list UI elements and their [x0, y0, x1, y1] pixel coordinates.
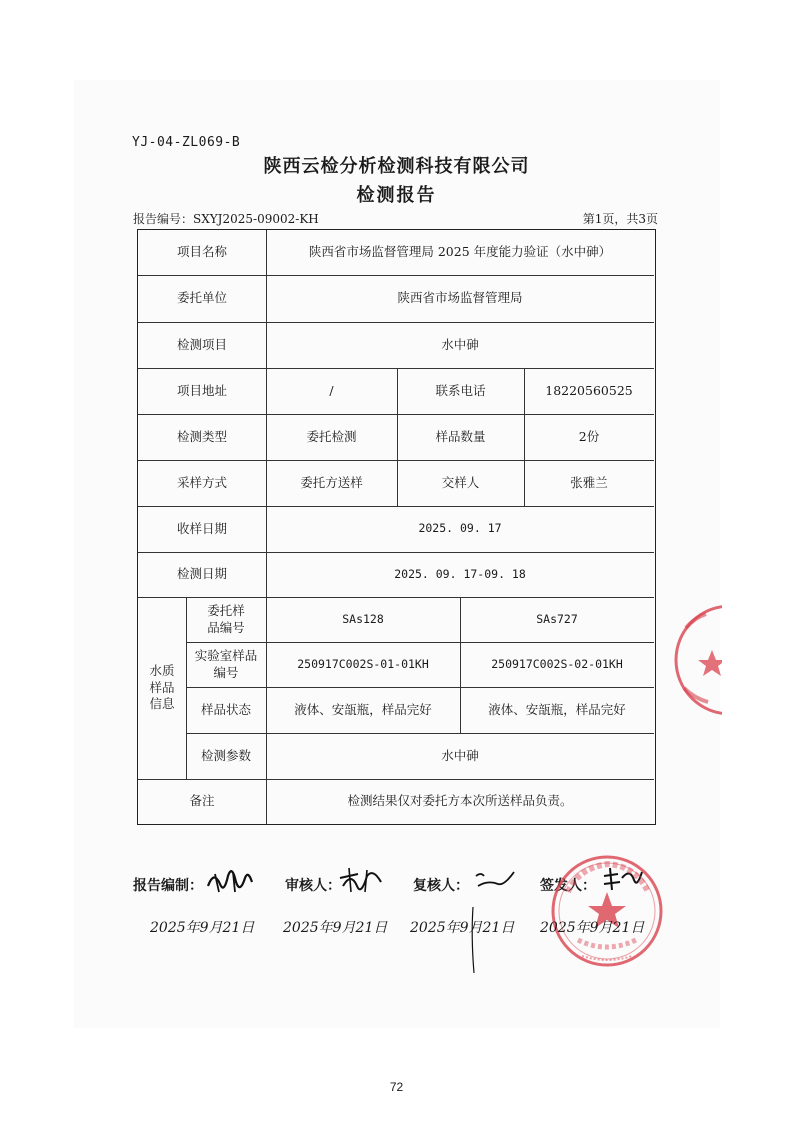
project-name-label: 项目名称 [176, 244, 227, 260]
sender-label: 交样人 [441, 474, 480, 490]
client-sample-no-1: SAs128 [342, 611, 384, 626]
signature-row [0, 875, 793, 897]
client-sample-no-2: SAs727 [536, 611, 578, 626]
test-date-value: 2025. 09. 17-09. 18 [394, 566, 526, 581]
test-param-label: 检测参数 [200, 747, 251, 763]
reviewed-signature [337, 864, 385, 896]
client-label: 委托单位 [176, 290, 227, 306]
test-item-label: 检测项目 [176, 336, 227, 352]
project-name-value: 陕西省市场监督管理局 2025 年度能力验证（水中砷） [308, 244, 612, 260]
company-seal-edge [672, 598, 722, 728]
test-type-value: 委托检测 [306, 428, 357, 444]
company-name: 陕西云检分析检测科技有限公司 [263, 156, 530, 177]
sample-state-label: 样品状态 [200, 701, 251, 717]
sample-state-2: 液体、安瓿瓶，样品完好 [488, 701, 626, 717]
sample-qty-label: 样品数量 [435, 428, 486, 444]
address-value: / [329, 382, 334, 398]
lab-sample-no-1: 250917C002S-01-01KH [297, 656, 429, 671]
report-title: 检测报告 [356, 185, 437, 206]
water-sample-group-label: 水质样品信息 [149, 662, 175, 712]
report-table [137, 229, 656, 825]
address-label: 项目地址 [176, 382, 227, 398]
prepared-date: 2025年9月21日 [150, 920, 255, 936]
test-date-label: 检测日期 [176, 566, 227, 582]
sampling-value: 委托方送样 [300, 474, 363, 490]
page-number: 72 [389, 1080, 404, 1094]
reviewed-by-label: 审核人： [285, 878, 341, 894]
rechecked-by-label: 复核人： [413, 878, 469, 894]
receive-date-value: 2025. 09. 17 [418, 521, 502, 536]
page-info: 第1页，共3页 [582, 212, 658, 226]
sample-state-1: 液体、安瓿瓶，样品完好 [294, 701, 432, 717]
rechecked-date: 2025年9月21日 [410, 920, 515, 936]
client-sample-no-label: 委托样品编号 [207, 602, 245, 635]
document-code: YJ-04-ZL069-B [132, 135, 241, 150]
sender-value: 张雅兰 [570, 474, 608, 490]
rechecked-signature [474, 868, 516, 892]
phone-value: 18220560525 [545, 382, 633, 398]
test-type-label: 检测类型 [176, 428, 227, 444]
inspection-seal [548, 852, 666, 970]
prepared-by-label: 报告编制： [133, 878, 203, 894]
remark-value: 检测结果仅对委托方本次所送样品负责。 [347, 793, 573, 809]
remark-label: 备注 [189, 793, 215, 809]
issued-by-label: 签发人： [540, 878, 596, 894]
test-param-value: 水中砷 [441, 747, 479, 763]
date-stroke [468, 905, 478, 975]
sample-qty-value: 2份 [578, 428, 600, 444]
client-value: 陕西省市场监督管理局 [397, 290, 523, 306]
test-item-value: 水中砷 [441, 336, 479, 352]
reviewed-date: 2025年9月21日 [283, 920, 388, 936]
lab-sample-no-2: 250917C002S-02-01KH [491, 656, 623, 671]
receive-date-label: 收样日期 [176, 520, 227, 536]
report-number: 报告编号：SXYJ2025-09002-KH [133, 212, 319, 226]
phone-label: 联系电话 [435, 382, 486, 398]
prepared-signature [205, 866, 255, 896]
issued-date: 2025年9月21日 [540, 920, 645, 936]
lab-sample-no-label: 实验室样品编号 [194, 647, 258, 680]
sampling-label: 采样方式 [176, 474, 227, 490]
